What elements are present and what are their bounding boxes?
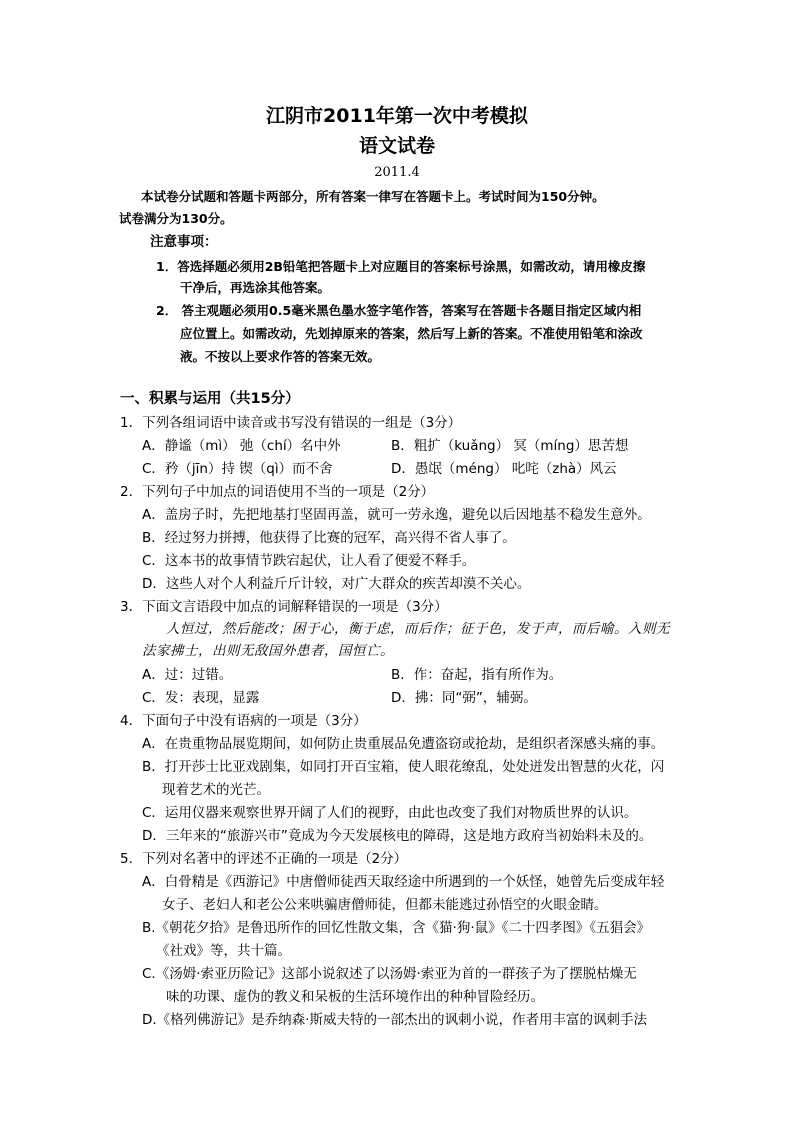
question-5-option-d-line-1: D.《格列佛游记》是乔纳森·斯威夫特的一部杰出的讽刺小说，作者用丰富的讽刺手法 xyxy=(142,1012,647,1028)
exam-date: 2011.4 xyxy=(374,165,420,180)
question-2-option-c: C．这本书的故事情节跌宕起伏，让人看了便爱不释手。 xyxy=(142,553,476,569)
section-1-title: 一、积累与运用（共15分） xyxy=(120,391,300,407)
question-4-option-b-line-1: B．打开莎士比亚戏剧集，如同打开百宝箱，使人眼花缭乱，处处迸发出智慧的火花，闪 xyxy=(142,759,665,775)
question-3-passage-line-2: 法家拂士，出则无敌国外患者，国恒亡。 xyxy=(142,643,394,659)
question-5-option-a-line-1: A．白骨精是《西游记》中唐僧师徒西天取经途中所遇到的一个妖怪，她曾先后变成年轻 xyxy=(142,874,665,890)
question-2-option-b: B．经过努力拼搏，他获得了比赛的冠军，高兴得不省人事了。 xyxy=(142,530,516,546)
question-4-option-b-line-2: 现着艺术的光芒。 xyxy=(162,782,270,798)
question-3-stem: 3．下面文言语段中加点的词解释错误的一项是（3分） xyxy=(120,599,448,615)
notice-item-1-line-2: 干净后，再选涂其他答案。 xyxy=(180,280,331,295)
question-3-passage-line-1: 人恒过，然后能改；困于心，衡于虑，而后作；征于色，发于声，而后喻。入则无 xyxy=(166,621,670,637)
question-5-option-b-line-1: B.《朝花夕拾》是鲁迅所作的回忆性散文集，含《猫·狗·鼠》《二十四孝图》《五猖会》 xyxy=(142,920,651,936)
notice-item-2-line-2: 应位置上。如需改动，先划掉原来的答案，然后写上新的答案。不准使用铅笔和涂改 xyxy=(180,326,643,341)
question-3-option-c: C．发：表现，显露 xyxy=(142,690,260,706)
question-3-option-b: B．作：奋起，指有所作为。 xyxy=(391,667,563,683)
notice-title: 注意事项： xyxy=(150,234,218,250)
question-3-option-d: D．拂：同“弼”，辅弼。 xyxy=(391,690,537,706)
question-5-option-c-line-1: C.《汤姆·索亚历险记》这部小说叙述了以汤姆·索亚为首的一群孩子为了摆脱枯燥无 xyxy=(142,966,637,982)
question-1-option-c: C．矜（jīn）持 锲（qì）而不舍 xyxy=(142,461,333,477)
question-1-option-d: D．愚氓（méng） 叱咤（zhà）风云 xyxy=(391,461,617,477)
question-4-stem: 4．下面句子中没有语病的一项是（3分） xyxy=(120,713,367,729)
question-4-option-c: C．运用仪器来观察世界开阔了人们的视野，由此也改变了我们对物质世界的认识。 xyxy=(142,805,638,821)
question-1-stem: 1．下列各组词语中读音或书写没有错误的一组是（3分） xyxy=(120,415,462,431)
question-5-option-b-line-2: 《社戏》等，共十篇。 xyxy=(156,943,291,959)
question-1-option-a: A．静谧（mì） 弛（chí）名中外 xyxy=(142,438,341,454)
question-3-option-a: A．过：过错。 xyxy=(142,667,233,683)
page-subtitle: 语文试卷 xyxy=(358,135,435,157)
question-4-option-a: A．在贵重物品展览期间，如何防止贵重展品免遭盗窃或抢劫，是组织者深感头痛的事。 xyxy=(142,736,665,752)
intro-line-2: 试卷满分为130分。 xyxy=(119,211,233,226)
question-5-option-a-line-2: 女子、老妇人和老公公来哄骗唐僧师徒，但都未能逃过孙悟空的火眼金睛。 xyxy=(162,897,608,913)
question-1-option-b: B．粗扩（kuǎng） 冥（míng）思苦想 xyxy=(391,438,629,454)
question-2-option-a: A．盖房子时，先把地基打坚固再盖，就可一劳永逸，避免以后因地基不稳发生意外。 xyxy=(142,507,651,523)
question-5-stem: 5．下列对名著中的评述不正确的一项是（2分） xyxy=(120,851,408,867)
question-5-option-c-line-2: 味的功课、虚伪的教义和呆板的生活环境作出的种种冒险经历。 xyxy=(166,989,544,1005)
question-4-option-d: D．三年来的“旅游兴市”竟成为今天发展核电的障碍，这是地方政府当初始料未及的。 xyxy=(142,828,653,844)
notice-item-2-line-1: 2． 答主观题必须用0.5毫米黑色墨水签字笔作答，答案写在答题卡各题目指定区域内相 xyxy=(156,303,642,318)
notice-item-1-line-1: 1．答选择题必须用2B铅笔把答题卡上对应题目的答案标号涂黑，如需改动，请用橡皮擦 xyxy=(156,259,646,274)
question-2-option-d: D．这些人对个人利益斤斤计较，对广大群众的疾苦却漠不关心。 xyxy=(142,576,531,592)
intro-line-1: 本试卷分试题和答题卡两部分，所有答案一律写在答题卡上。考试时间为150分钟。 xyxy=(141,189,605,204)
notice-item-2-line-3: 液。不按以上要求作答的答案无效。 xyxy=(180,349,381,364)
question-2-stem: 2．下列句子中加点的词语使用不当的一项是（2分） xyxy=(120,484,435,500)
page-title: 江阴市2011年第一次中考模拟 xyxy=(266,105,528,127)
